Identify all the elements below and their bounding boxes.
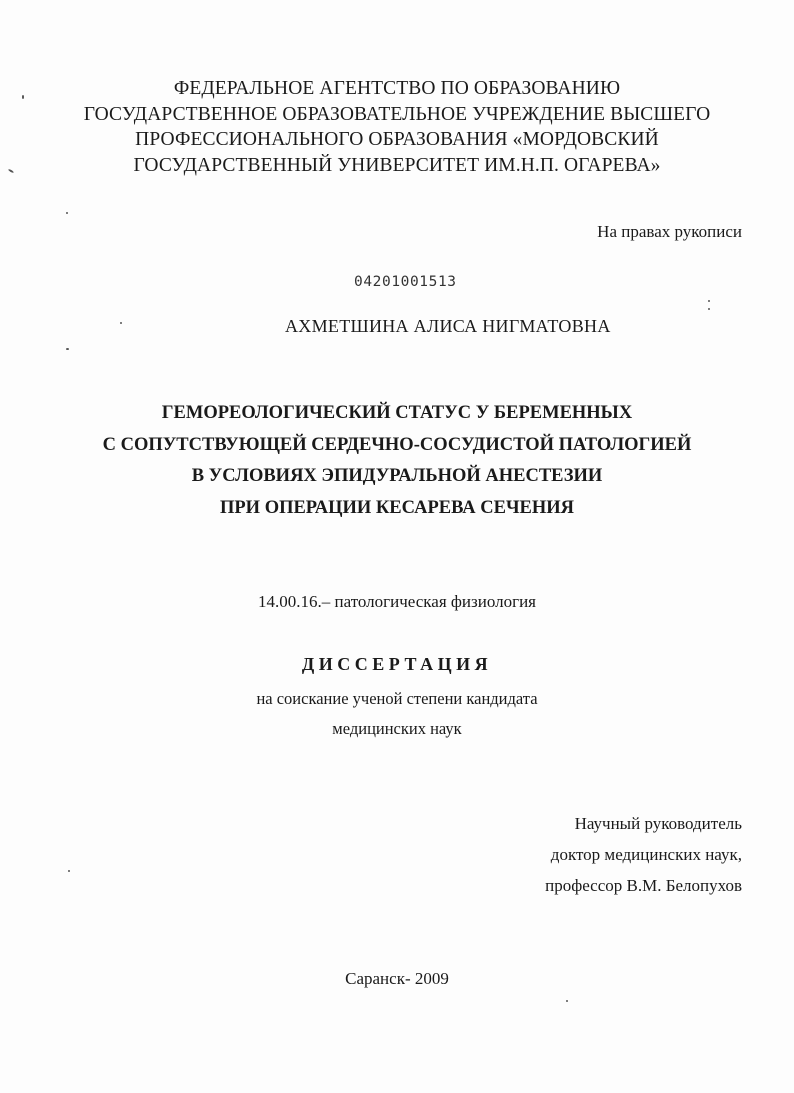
- document-type: ДИССЕРТАЦИЯ: [301, 654, 493, 674]
- degree-line-1: на соискание ученой степени кандидата: [256, 689, 538, 708]
- title-line-1: ГЕМОРЕОЛОГИЧЕСКИЙ СТАТУС У БЕРЕМЕННЫХ: [161, 403, 633, 423]
- registration-number: 04201001513: [354, 274, 457, 290]
- author-name: АХМЕТШИНА АЛИСА НИГМАТОВНА: [285, 316, 611, 336]
- supervisor-block: [545, 808, 742, 901]
- title-line-2: С СОПУТСТВУЮЩЕЙ СЕРДЕЧНО-СОСУДИСТОЙ ПАТОЛОГИЕЙ: [102, 435, 692, 455]
- degree-line-2: медицинских наук: [332, 719, 462, 738]
- supervisor-degree: доктор медицинских наук,: [550, 845, 742, 864]
- title-line-4: ПРИ ОПЕРАЦИИ КЕСАРЕВА СЕЧЕНИЯ: [219, 498, 575, 518]
- scan-speck: [566, 1000, 568, 1002]
- organization-line-1: ФЕДЕРАЛЬНОЕ АГЕНТСТВО ПО ОБРАЗОВАНИЮ: [173, 78, 621, 99]
- organization-line-4: ГОСУДАРСТВЕННЫЙ УНИВЕРСИТЕТ ИМ.Н.П. ОГАРЕВА»: [133, 155, 661, 176]
- scan-speck: [68, 870, 70, 872]
- place-year: Саранск- 2009: [345, 969, 449, 988]
- organization-line-2: ГОСУДАРСТВЕННОЕ ОБРАЗОВАТЕЛЬНОЕ УЧРЕЖДЕНИЕ ВЫСШЕГО: [83, 104, 711, 125]
- specialty-code: 14.00.16.– патологическая физиология: [258, 592, 536, 611]
- scan-speck: [708, 308, 710, 310]
- scan-speck: [66, 348, 69, 350]
- organization-line-3: ПРОФЕССИОНАЛЬНОГО ОБРАЗОВАНИЯ «МОРДОВСКИЙ: [135, 129, 659, 150]
- supervisor-role: Научный руководитель: [574, 814, 742, 833]
- scan-speck: [66, 212, 68, 214]
- scan-speck: [708, 300, 710, 302]
- title-line-3: В УСЛОВИЯХ ЭПИДУРАЛЬНОЙ АНЕСТЕЗИИ: [191, 466, 603, 486]
- scan-speck: [120, 322, 122, 324]
- supervisor-name: профессор В.М. Белопухов: [545, 876, 742, 895]
- manuscript-note: На правах рукописи: [597, 222, 742, 241]
